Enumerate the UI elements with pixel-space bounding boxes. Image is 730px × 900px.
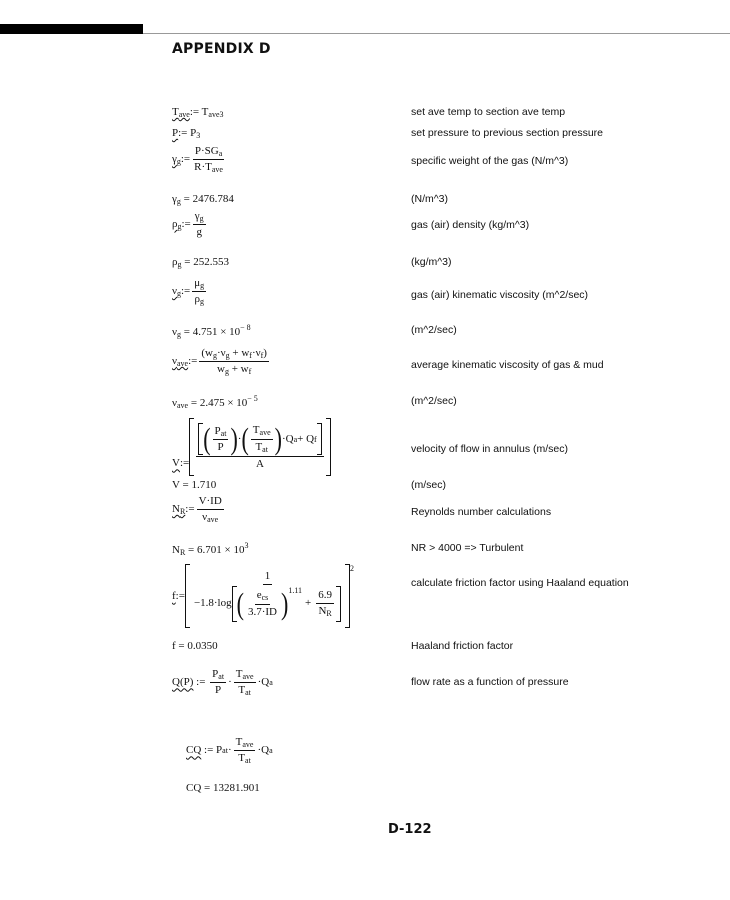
eq-cq-def: CQ := P at · $\frac{T_{ave}}{T_{at}}$ ·Q a: [186, 736, 273, 766]
header-bar: [0, 24, 143, 34]
comment-rho-def: gas (air) density (kg/m^3): [411, 219, 530, 231]
comment-q-def: flow rate as a function of pressure: [411, 676, 569, 688]
appendix-title: APPENDIX D: [172, 41, 271, 57]
eq-rho-def: $\rho_g$ := $\frac{\gamma_g}{g}$: [172, 210, 204, 239]
eq-nu-val: $\nu_g = 4.751 \times 10^{- 8}$: [172, 323, 251, 339]
eq-v-def: V := ( $\frac{P_{at}}{P}$ ) · ( $\frac{T_{ave}}{T_{at}}$ ) ·Q a + Q f A: [172, 418, 331, 476]
eq-gamma-def: $\gamma_g$ := $\frac{P\cdot SG_a}{R\cdot T_{ave}}$: [172, 145, 223, 175]
eq-q-def: Q(P) := $\frac{P_{at}}{P}$ · $\frac{T_{ave}}{T_{at}}$ ·Q a: [172, 668, 273, 698]
comment-nu-val: (m^2/sec): [411, 324, 457, 336]
eq-nuave-val: $\nu_{ave} = 2.475 \times 10^{- 5}$: [172, 394, 258, 410]
comment-rho-val: (kg/m^3): [411, 256, 452, 268]
comment-f-def: calculate friction factor using Haaland equation: [411, 577, 629, 589]
eq-v-val: V = 1.710: [172, 479, 217, 491]
comment-nuave-def: average kinematic viscosity of gas & mud: [411, 359, 604, 371]
page-number: D-122: [388, 822, 432, 837]
comment-nr-val: NR > 4000 => Turbulent: [411, 542, 524, 554]
eq-cq-val: CQ = 13281.901: [186, 782, 260, 794]
comment-v-def: velocity of flow in annulus (m/sec): [411, 443, 568, 455]
comment-nuave-val: (m^2/sec): [411, 395, 457, 407]
eq-f-def: f := 1 −1.8·log ( $\frac{e_{cs}}{3.7\cdot ID}$ ) $^{1.11}$ + $\frac{6.9}{N_R}$ $^2$: [172, 564, 354, 628]
eq-gamma-val: $\gamma_g = 2476.784$: [172, 193, 234, 206]
eq-f-val: f = 0.0350: [172, 640, 218, 652]
eq-nr-def: $N_R$ := $\frac{V\cdot ID}{\nu_{ave}}$: [172, 495, 222, 524]
comment-nu-def: gas (air) kinematic viscosity (m^2/sec): [411, 289, 589, 301]
comment-gamma-val: (N/m^3): [411, 193, 449, 205]
comment-tave: set ave temp to section ave temp: [411, 106, 566, 118]
eq-rho-val: $\rho_g = 252.553$: [172, 256, 229, 269]
comment-f-val: Haaland friction factor: [411, 640, 514, 652]
eq-nu-def: $\nu_g$ := $\frac{\mu_g}{\rho_g}$: [172, 277, 205, 307]
eq-nr-val: $N_R = 6.701 \times 10^3$: [172, 541, 249, 557]
eq-nuave-def: $\nu_{ave}$ := $\frac{(w_g\cdot\nu_g + w_f\cdot\nu_f)}{w_g + w_f}$: [172, 347, 267, 377]
comment-gamma-def: specific weight of the gas (N/m^3): [411, 155, 569, 167]
comment-p: set pressure to previous section pressure: [411, 127, 604, 139]
eq-tave-def: $T_{ave}:= T_{ave3}$: [172, 106, 224, 119]
header-rule: [143, 33, 730, 34]
comment-v-val: (m/sec): [411, 479, 446, 491]
eq-p-def: P:= $P_3$: [172, 127, 201, 140]
comment-nr-def: Reynolds number calculations: [411, 506, 552, 518]
